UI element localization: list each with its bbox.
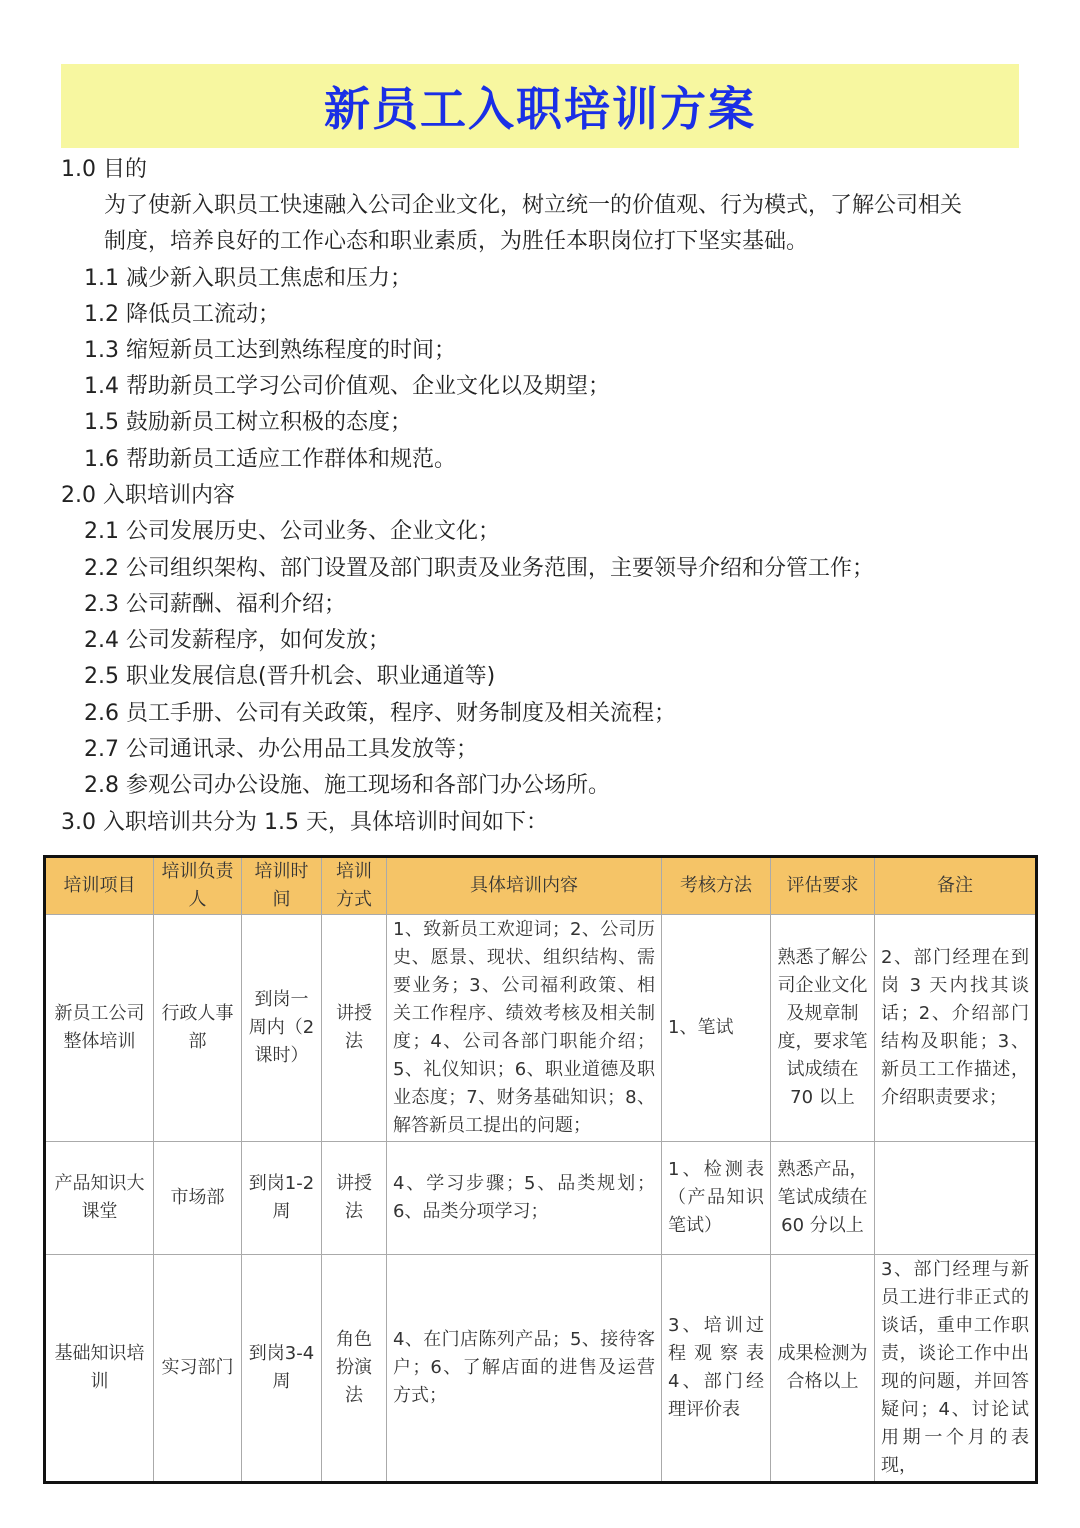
- list-item: 2.1 公司发展历史、公司业务、企业文化；: [84, 519, 500, 544]
- section-1-intro-line-1: 为了使新入职员工快速融入公司企业文化，树立统一的价值观、行为模式，了解公司相关: [104, 193, 963, 218]
- section-1-intro-line-2: 制度，培养良好的工作心态和职业素质，为胜任本职岗位打下坚实基础。: [104, 229, 809, 254]
- section-3-heading: 3.0 入职培训共分为 1.5 天，具体培训时间如下：: [61, 810, 548, 835]
- list-item: 1.5 鼓励新员工树立积极的态度；: [84, 410, 412, 435]
- table-header-row: [45, 857, 1037, 915]
- cell-method: 角色扮演法: [322, 1255, 387, 1483]
- cell-owner: 实习部门: [154, 1255, 242, 1483]
- section-2-heading: 2.0 入职培训内容: [61, 483, 235, 508]
- column-header-assessment: 考核方法: [662, 857, 771, 915]
- column-header-owner: 培训负责人: [154, 857, 242, 915]
- cell-project: 产品知识大课堂: [45, 1142, 154, 1255]
- cell-requirement: 成果检测为合格以上: [771, 1255, 875, 1483]
- cell-assessment: 1、笔试: [662, 915, 771, 1142]
- cell-time: 到岗1-2周: [242, 1142, 322, 1255]
- list-item: 1.6 帮助新员工适应工作群体和规范。: [84, 447, 456, 472]
- cell-method: 讲授法: [322, 915, 387, 1142]
- cell-content: 1、致新员工欢迎词；2、公司历史、愿景、现状、组织结构、需要业务；3、公司福利政策、相关工作程序、绩效考核及相关制度；4、公司各部门职能介绍；5、礼仪知识；6、职业道德及职业态度；7、财务基础知识；8、解答新员工提出的问题；: [387, 915, 662, 1142]
- cell-time: 到岗3-4周: [242, 1255, 322, 1483]
- list-item: 2.7 公司通讯录、办公用品工具发放等；: [84, 737, 478, 762]
- training-schedule-table: [43, 855, 1038, 1484]
- cell-requirement: 熟悉了解公司企业文化及规章制度，要求笔试成绩在 70 以上: [771, 915, 875, 1142]
- column-header-project: 培训项目: [45, 857, 154, 915]
- column-header-time: 培训时间: [242, 857, 322, 915]
- table-row: [45, 915, 1037, 1142]
- title-banner: [61, 64, 1019, 148]
- cell-assessment: 3、培训过程观察表 4、部门经理评价表: [662, 1255, 771, 1483]
- table-row: [45, 1255, 1037, 1483]
- cell-content: 4、学习步骤；5、品类规划；6、品类分项学习；: [387, 1142, 662, 1255]
- cell-method: 讲授法: [322, 1142, 387, 1255]
- section-1-heading: 1.0 目的: [61, 157, 147, 182]
- cell-owner: 市场部: [154, 1142, 242, 1255]
- list-item: 1.4 帮助新员工学习公司价值观、企业文化以及期望；: [84, 374, 610, 399]
- list-item: 2.5 职业发展信息(晋升机会、职业通道等): [84, 664, 496, 689]
- cell-remarks: [875, 1142, 1037, 1255]
- list-item: 1.1 减少新入职员工焦虑和压力；: [84, 266, 412, 291]
- list-item: 2.8 参观公司办公设施、施工现场和各部门办公场所。: [84, 773, 610, 798]
- list-item: 2.2 公司组织架构、部门设置及部门职责及业务范围，主要领导介绍和分管工作；: [84, 556, 874, 581]
- cell-owner: 行政人事部: [154, 915, 242, 1142]
- cell-remarks: 3、部门经理与新员工进行非正式的谈话，重申工作职责，谈论工作中出现的问题，并回答疑问；4、讨论试用期一个月的表现，: [875, 1255, 1037, 1483]
- column-header-content: 具体培训内容: [387, 857, 662, 915]
- page-title: 新员工入职培训方案: [324, 82, 756, 136]
- cell-assessment: 1、检测表（产品知识笔试）: [662, 1142, 771, 1255]
- list-item: 2.4 公司发薪程序，如何发放；: [84, 628, 390, 653]
- column-header-remarks: 备注: [875, 857, 1037, 915]
- list-item: 1.3 缩短新员工达到熟练程度的时间；: [84, 338, 456, 363]
- column-header-method: 培训方式: [322, 857, 387, 915]
- cell-project: 基础知识培训: [45, 1255, 154, 1483]
- list-item: 2.6 员工手册、公司有关政策，程序、财务制度及相关流程；: [84, 701, 676, 726]
- cell-requirement: 熟悉产品，笔试成绩在 60 分以上: [771, 1142, 875, 1255]
- list-item: 2.3 公司薪酬、福利介绍；: [84, 592, 346, 617]
- table-row: [45, 1142, 1037, 1255]
- cell-time: 到岗一周内（2课时）: [242, 915, 322, 1142]
- list-item: 1.2 降低员工流动；: [84, 302, 280, 327]
- cell-content: 4、在门店陈列产品；5、接待客户；6、了解店面的进售及运营方式；: [387, 1255, 662, 1483]
- cell-remarks: 2、部门经理在到岗 3 天内找其谈话；2、介绍部门结构及职能；3、新员工工作描述，介绍职责要求；: [875, 915, 1037, 1142]
- cell-project: 新员工公司整体培训: [45, 915, 154, 1142]
- column-header-requirement: 评估要求: [771, 857, 875, 915]
